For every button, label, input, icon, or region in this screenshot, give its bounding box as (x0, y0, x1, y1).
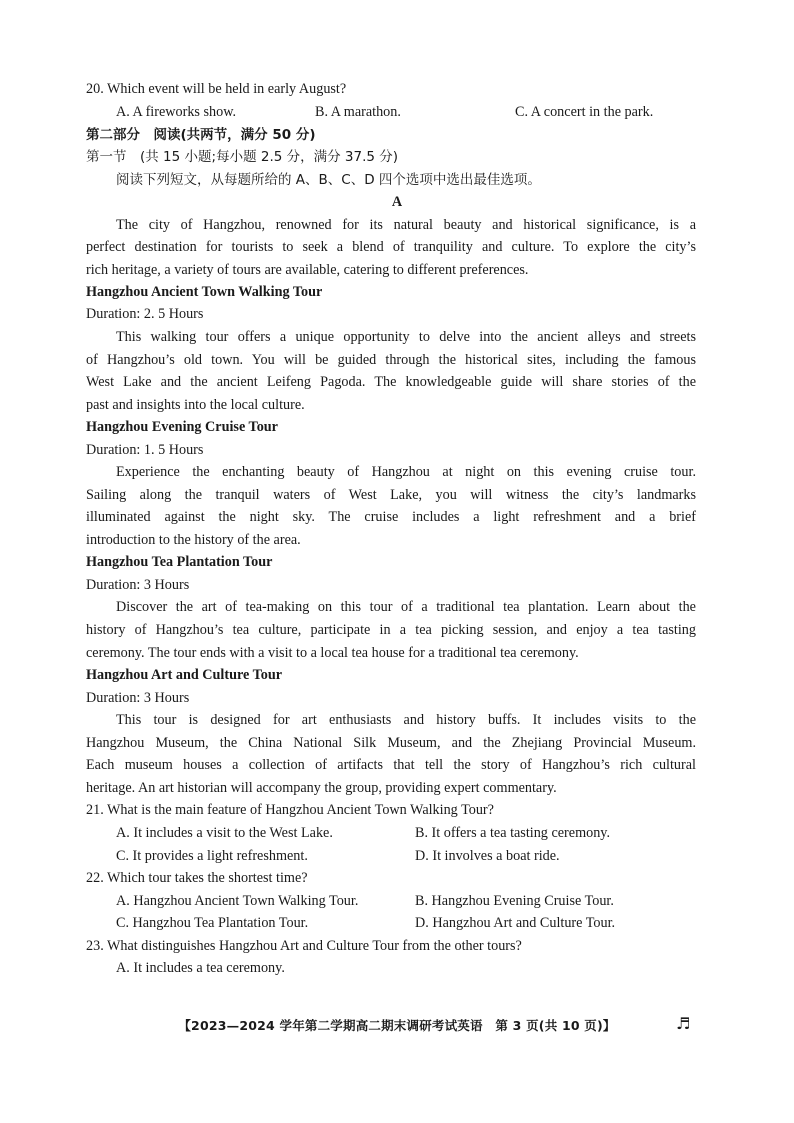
tour-duration: Duration: 1. 5 Hours (86, 442, 204, 458)
tour-description-line: Sailing along the tranquil waters of West Lake, you will witness the city’s landmarks (86, 487, 696, 503)
tour-description-line: Experience the enchanting beauty of Hangzhou at night on this evening cruise tour. (116, 464, 696, 480)
question-20-option-c: C. A concert in the park. (515, 104, 654, 120)
tour-duration: Duration: 2. 5 Hours (86, 306, 204, 322)
question-21-stem: 21. What is the main feature of Hangzhou Ancient Town Walking Tour? (86, 802, 494, 818)
intro-line: The city of Hangzhou, renowned for its natural beauty and historical significance, is a (116, 217, 696, 233)
tour-duration: Duration: 3 Hours (86, 690, 190, 706)
tour-title: Hangzhou Evening Cruise Tour (86, 419, 278, 435)
music-note-icon: ♬ (676, 1014, 691, 1033)
question-20-option-b: B. A marathon. (315, 104, 401, 120)
tour-description-line: heritage. An art historian will accompany the group, providing expert commentary. (86, 780, 557, 796)
intro-line: perfect destination for tourists to seek a blend of tranquility and culture. To explore the city’s (86, 239, 696, 255)
question-21-option-c: C. It provides a light refreshment. (116, 848, 308, 864)
question-20-option-a: A. A fireworks show. (116, 104, 237, 120)
tour-title: Hangzhou Art and Culture Tour (86, 667, 283, 683)
question-23-option-a: A. It includes a tea ceremony. (116, 960, 285, 976)
tour-description-line: ceremony. The tour ends with a visit to a local tea house for a traditional tea ceremony. (86, 645, 579, 661)
tour-description-line: Discover the art of tea-making on this tour of a traditional tea plantation. Learn about the (116, 599, 696, 615)
tour-title: Hangzhou Tea Plantation Tour (86, 554, 273, 570)
passage-label: A (391, 194, 403, 210)
tour-title: Hangzhou Ancient Town Walking Tour (86, 284, 323, 300)
page-footer: 【2023—2024 学年第二学期高二期末调研考试英语 第 3 页(共 10 页)】 (178, 1018, 616, 1033)
tour-description-line: Each museum houses a collection of artifacts that tell the story of Hangzhou’s rich cultural (86, 757, 696, 773)
tour-description-line: This tour is designed for art enthusiasts and history buffs. It includes visits to the (116, 712, 696, 728)
part-2-header: 第二部分 阅读(共两节，满分 50 分) (86, 127, 316, 143)
tour-description-line: of Hangzhou’s old town. You will be guided through the historical sites, including the famous (86, 352, 696, 368)
tour-description-line: West Lake and the ancient Leifeng Pagoda. The knowledgeable guide will share stories of the (86, 374, 696, 390)
tour-description-line: This walking tour offers a unique opportunity to delve into the ancient alleys and streets (116, 329, 696, 345)
tour-description-line: past and insights into the local culture. (86, 397, 305, 413)
section-1-header: 第一节 (共 15 小题;每小题 2.5 分，满分 37.5 分) (86, 149, 399, 165)
intro-line: rich heritage, a variety of tours are available, catering to different preferences. (86, 262, 529, 278)
question-22-stem: 22. Which tour takes the shortest time? (86, 870, 308, 886)
question-23-stem: 23. What distinguishes Hangzhou Art and Culture Tour from the other tours? (86, 938, 522, 954)
question-21-option-b: B. It offers a tea tasting ceremony. (415, 825, 611, 841)
question-22-option-d: D. Hangzhou Art and Culture Tour. (415, 915, 616, 931)
question-22-option-b: B. Hangzhou Evening Cruise Tour. (415, 893, 614, 909)
tour-duration: Duration: 3 Hours (86, 577, 190, 593)
tour-description-line: introduction to the history of the area. (86, 532, 301, 548)
tour-description-line: Hangzhou Museum, the China National Silk Museum, and the Zhejiang Provincial Museum. (86, 735, 696, 751)
tour-description-line: illuminated against the night sky. The cruise includes a light refreshment and a brief (86, 509, 696, 525)
question-21-option-a: A. It includes a visit to the West Lake. (116, 825, 333, 841)
reading-instruction: 阅读下列短文，从每题所给的 A、B、C、D 四个选项中选出最佳选项。 (116, 172, 541, 188)
question-21-option-d: D. It involves a boat ride. (415, 848, 560, 864)
question-22-option-c: C. Hangzhou Tea Plantation Tour. (116, 915, 309, 931)
tour-description-line: history of Hangzhou’s tea culture, participate in a tea picking session, and enjoy a tea tasting (86, 622, 696, 638)
question-20-stem: 20. Which event will be held in early August? (86, 81, 347, 97)
question-22-option-a: A. Hangzhou Ancient Town Walking Tour. (116, 893, 359, 909)
